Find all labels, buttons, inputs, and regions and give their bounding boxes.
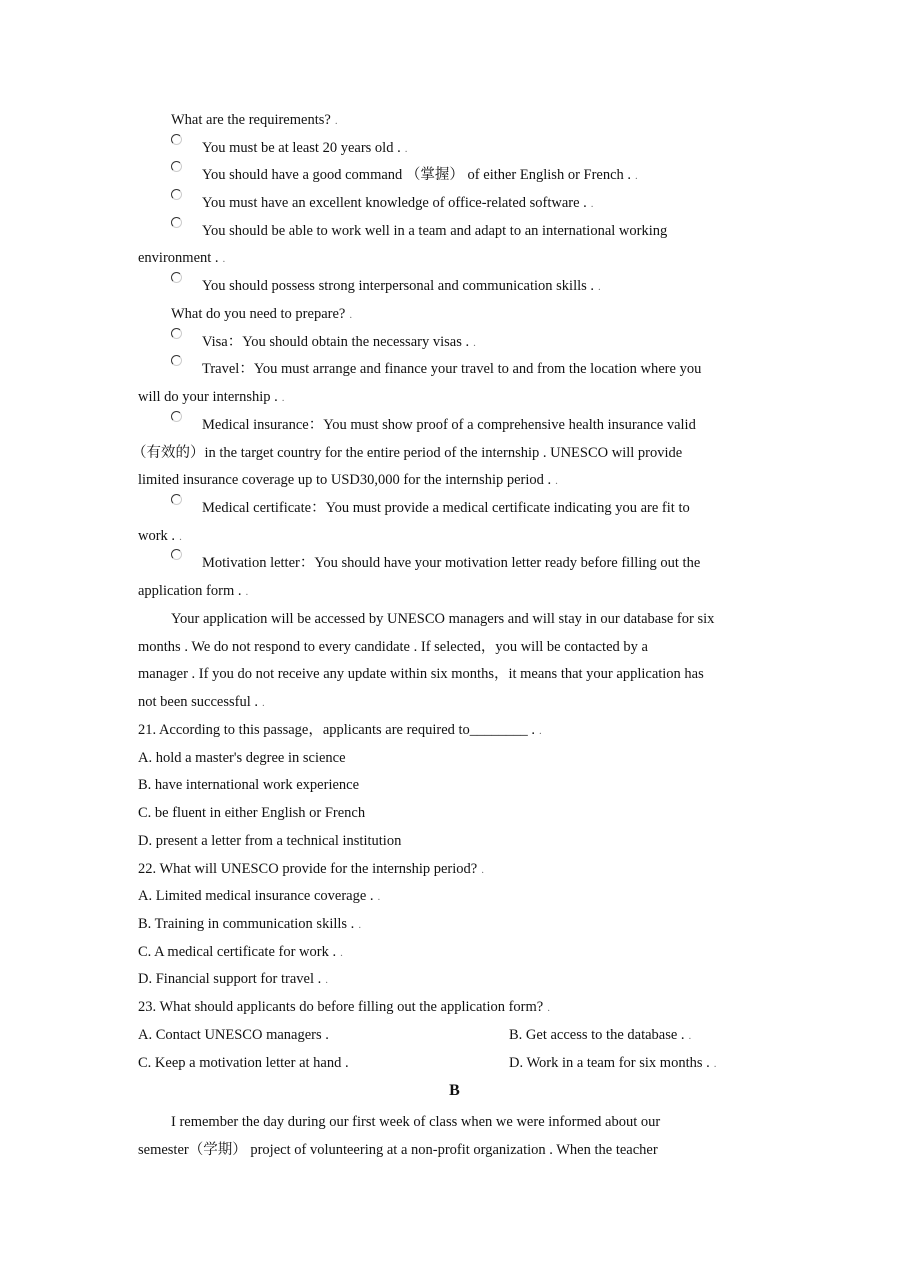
- question-22-option: A. Limited medical insurance coverage . .: [138, 888, 381, 904]
- radio-bullet-icon: [171, 328, 182, 339]
- closing-paragraph-line: manager . If you do not receive any update within six months，it means that your application has: [138, 666, 704, 682]
- question-22-stem: 22. What will UNESCO provide for the internship period? .: [138, 861, 484, 877]
- question-21-option: C. be fluent in either English or French: [138, 805, 366, 821]
- radio-bullet-icon: [171, 494, 182, 505]
- question-21-option: D. present a letter from a technical institution: [138, 833, 402, 849]
- list-item-continuation: environment . .: [138, 250, 226, 266]
- radio-bullet-icon: [171, 411, 182, 422]
- question-23-option: B. Get access to the database . .: [509, 1027, 692, 1043]
- passage-b-line: I remember the day during our first week of class when we were informed about our: [171, 1114, 661, 1130]
- radio-bullet-icon: [171, 272, 182, 283]
- prepare-heading: What do you need to prepare? .: [171, 306, 353, 322]
- question-21-stem: 21. According to this passage，applicants are required to________ . .: [138, 722, 542, 738]
- closing-paragraph-line: not been successful . .: [138, 694, 265, 710]
- radio-bullet-icon: [171, 217, 182, 228]
- closing-paragraph-line: months . We do not respond to every candidate . If selected，you will be contacted by a: [138, 639, 648, 655]
- passage-b-line: semester（学期） project of volunteering at a non-profit organization . When the teacher: [138, 1142, 658, 1158]
- section-b-heading: B: [449, 1082, 460, 1099]
- document-page: What are the requirements? . You must be at least 20 years old . . You should have a good command （掌握） of either English or French . . You must have an excellent knowledge of office-related software . . You should be able to work well in a team and adapt to an international working environment . . You should possess strong interpersonal and communication skills . . What do you need to prepare? . Visa：You should obtain the necessary visas . . Travel：You must arrange and finance your travel to and from the location where you will do your internship . . Medical insurance：You must show proof of a comprehensive health insurance valid （有效的）in the target country for the entire period of the internship . UNESCO will provide limited insurance coverage up to USD30,000 for the internship period . . Medical certificate：You must provide a medical certificate indicating you are fit to work . . Motivation letter：You should have your motivation letter ready before filling out the application form . . Your application will be accessed by UNESCO managers and will stay in our database for six months . We do not respond to every candidate . If selected，you will be contacted by a manager . If you do not receive any update within six months，it means that your application has not been successful . . 21. According to this passage，applicants are required to________ . . A. hold a master's degree in science B. have international work experience C. be fluent in either English or French D. present a letter from a technical institution 22. What will UNESCO provide for the internship period? . A. Limited medical insurance coverage . . B. Training in communication skills . . C. A medical certificate for work . . D. Financial support for travel . . 23. What should applicants do before filling out the application form? . A. Contact UNESCO managers . B. Get access to the database . . C. Keep a motivation letter at hand . D. Work in a team for six months . . B I remember the day during our first week of class when we were informed about our semester（学期） project of volunteering at a non-profit organization . When the teacher: [0, 0, 909, 1286]
- closing-paragraph-line: Your application will be accessed by UNESCO managers and will stay in our database for six: [171, 611, 715, 627]
- radio-bullet-icon: [171, 189, 182, 200]
- question-21-option: A. hold a master's degree in science: [138, 750, 346, 766]
- list-item-continuation: work . .: [138, 528, 182, 544]
- radio-bullet-icon: [171, 549, 182, 560]
- question-23-option: D. Work in a team for six months . .: [509, 1055, 717, 1071]
- question-23-option: A. Contact UNESCO managers .: [138, 1027, 329, 1043]
- question-23-option: C. Keep a motivation letter at hand .: [138, 1055, 349, 1071]
- list-item-continuation: application form . .: [138, 583, 249, 599]
- radio-bullet-icon: [171, 355, 182, 366]
- list-item-continuation: （有效的）in the target country for the entire period of the internship . UNESCO will provide: [132, 445, 683, 461]
- radio-bullet-icon: [171, 134, 182, 145]
- question-21-option: B. have international work experience: [138, 777, 360, 793]
- question-23-stem: 23. What should applicants do before filling out the application form? .: [138, 999, 550, 1015]
- radio-bullet-icon: [171, 161, 182, 172]
- question-22-option: D. Financial support for travel . .: [138, 971, 328, 987]
- question-22-option: B. Training in communication skills . .: [138, 916, 362, 932]
- list-item-continuation: limited insurance coverage up to USD30,000 for the internship period . .: [138, 472, 558, 488]
- list-item-continuation: will do your internship . .: [138, 389, 285, 405]
- requirements-heading: What are the requirements? .: [171, 112, 338, 128]
- question-22-option: C. A medical certificate for work . .: [138, 944, 343, 960]
